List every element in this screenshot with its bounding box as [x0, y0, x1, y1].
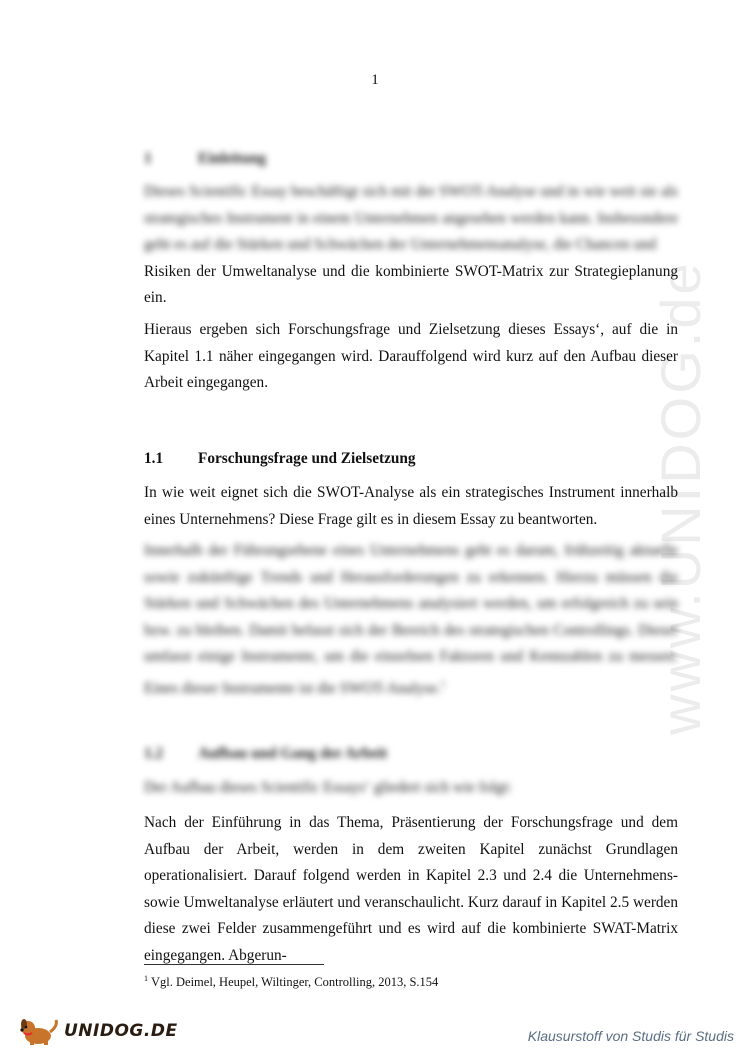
- footnote-number: 1: [144, 974, 148, 983]
- footnote-text: Vgl. Deimel, Heupel, Wiltinger, Controlling, 2013, S.154: [151, 975, 439, 990]
- footnote-reference: 1: [440, 678, 446, 689]
- unidog-logo: [18, 1016, 178, 1046]
- section-1-1-number: 1.1: [144, 450, 164, 467]
- dog-icon: [18, 1016, 60, 1046]
- section-1-2-number: 1.2: [144, 745, 164, 762]
- section-1-1-heading: [144, 450, 416, 468]
- section-1-2-heading: [144, 745, 387, 763]
- section-1-1-title: Forschungsfrage und Zielsetzung: [198, 450, 416, 467]
- watermark: www.UNIDOG.de: [649, 260, 712, 735]
- section-1-paragraph-2-text: Hieraus ergeben sich Forschungsfrage und Zielsetzung dieses Essays‘, auf die in Kapitel 1.1 näher eingegangen wird. Darauffolgend wird kurz auf den Aufbau dieser Arbeit eingegangen.: [144, 321, 678, 391]
- section-1-2-paragraph-2-text: Nach der Einführung in das Thema, Präsentierung der Forschungsfrage und dem Aufbau der Arbeit, werden in dem zweiten Kapitel zunächst Grundlagen operationalisiert. Darauf folgend werden in Kapitel 2.3 und 2.4 die Unternehmens- sowie Umweltanalyse erläutert und veranschaulicht. Kurz darauf in Kapitel 2.5 werden diese zwei Felder zusammengeführt und es wird auf die kombinierte SWAT-Matrix eingegangen. Abgerun-: [144, 814, 678, 964]
- section-1-1-paragraph-1-text: In wie weit eignet sich die SWOT-Analyse als ein strategisches Instrument innerhalb eines Unternehmens? Diese Frage gilt es in diesem Essay zu beantworten.: [144, 484, 678, 528]
- section-1-1-paragraph-2-blurred: [144, 538, 678, 702]
- section-1-paragraph-1: [144, 179, 678, 312]
- section-1-number: 1: [144, 150, 152, 167]
- section-1-heading: [144, 150, 266, 168]
- section-1-1-paragraph-1: [144, 480, 678, 533]
- footnote: [144, 974, 438, 990]
- slogan: Klausurstoff von Studis für Studis: [527, 1028, 734, 1044]
- section-1-paragraph-1-blurred: Dieses Scientific Essay beschäftigt sich mit der SWOT-Analyse und in wie weit sie als strategisches Instrument in einem Unternehmen angesehen werden kann. Insbesondere geht es auf die Stärken und Schwächen der Unternehmensanalyse, die Chancen und: [144, 183, 678, 253]
- logo-text: UNIDOG.DE: [64, 1021, 178, 1041]
- section-1-1-paragraph-2-text: Innerhalb der Führungsebene eines Unternehmens geht es darum, frühzeitig aktuelle sowie zukünftige Trends und Herausforderungen zu erkennen. Hierzu müssen die Stärken und Schwächen des Unternehmens analysiert werden, um erfolgreich zu sein bzw. zu bleiben. Damit befasst sich der Bereich des strategischen Controllings. Dieser umfasst einige Instrumente, um die einzelnen Faktoren und Kennzahlen zu messen. Eines dieser Instrumente ist die SWOT-Analyse.: [144, 542, 678, 697]
- section-1-2-paragraph-2: [144, 810, 678, 969]
- section-1-2-paragraph-1-blurred: Der Aufbau dieses Scientific Essays‘ gliedert sich wie folgt:: [144, 779, 512, 796]
- footnote-divider: [144, 964, 324, 965]
- section-1-paragraph-2: [144, 317, 678, 397]
- section-1-2-paragraph-1: [144, 775, 678, 802]
- section-1-1-paragraph-2: [144, 538, 678, 702]
- section-1-paragraph-1-visible: Risiken der Umweltanalyse und die kombinierte SWOT-Matrix zur Strategieplanung ein.: [144, 262, 678, 306]
- section-1-2-title: Aufbau und Gang der Arbeit: [198, 745, 388, 762]
- section-1-title: Einleitung: [198, 150, 267, 167]
- page-number: 1: [371, 72, 379, 88]
